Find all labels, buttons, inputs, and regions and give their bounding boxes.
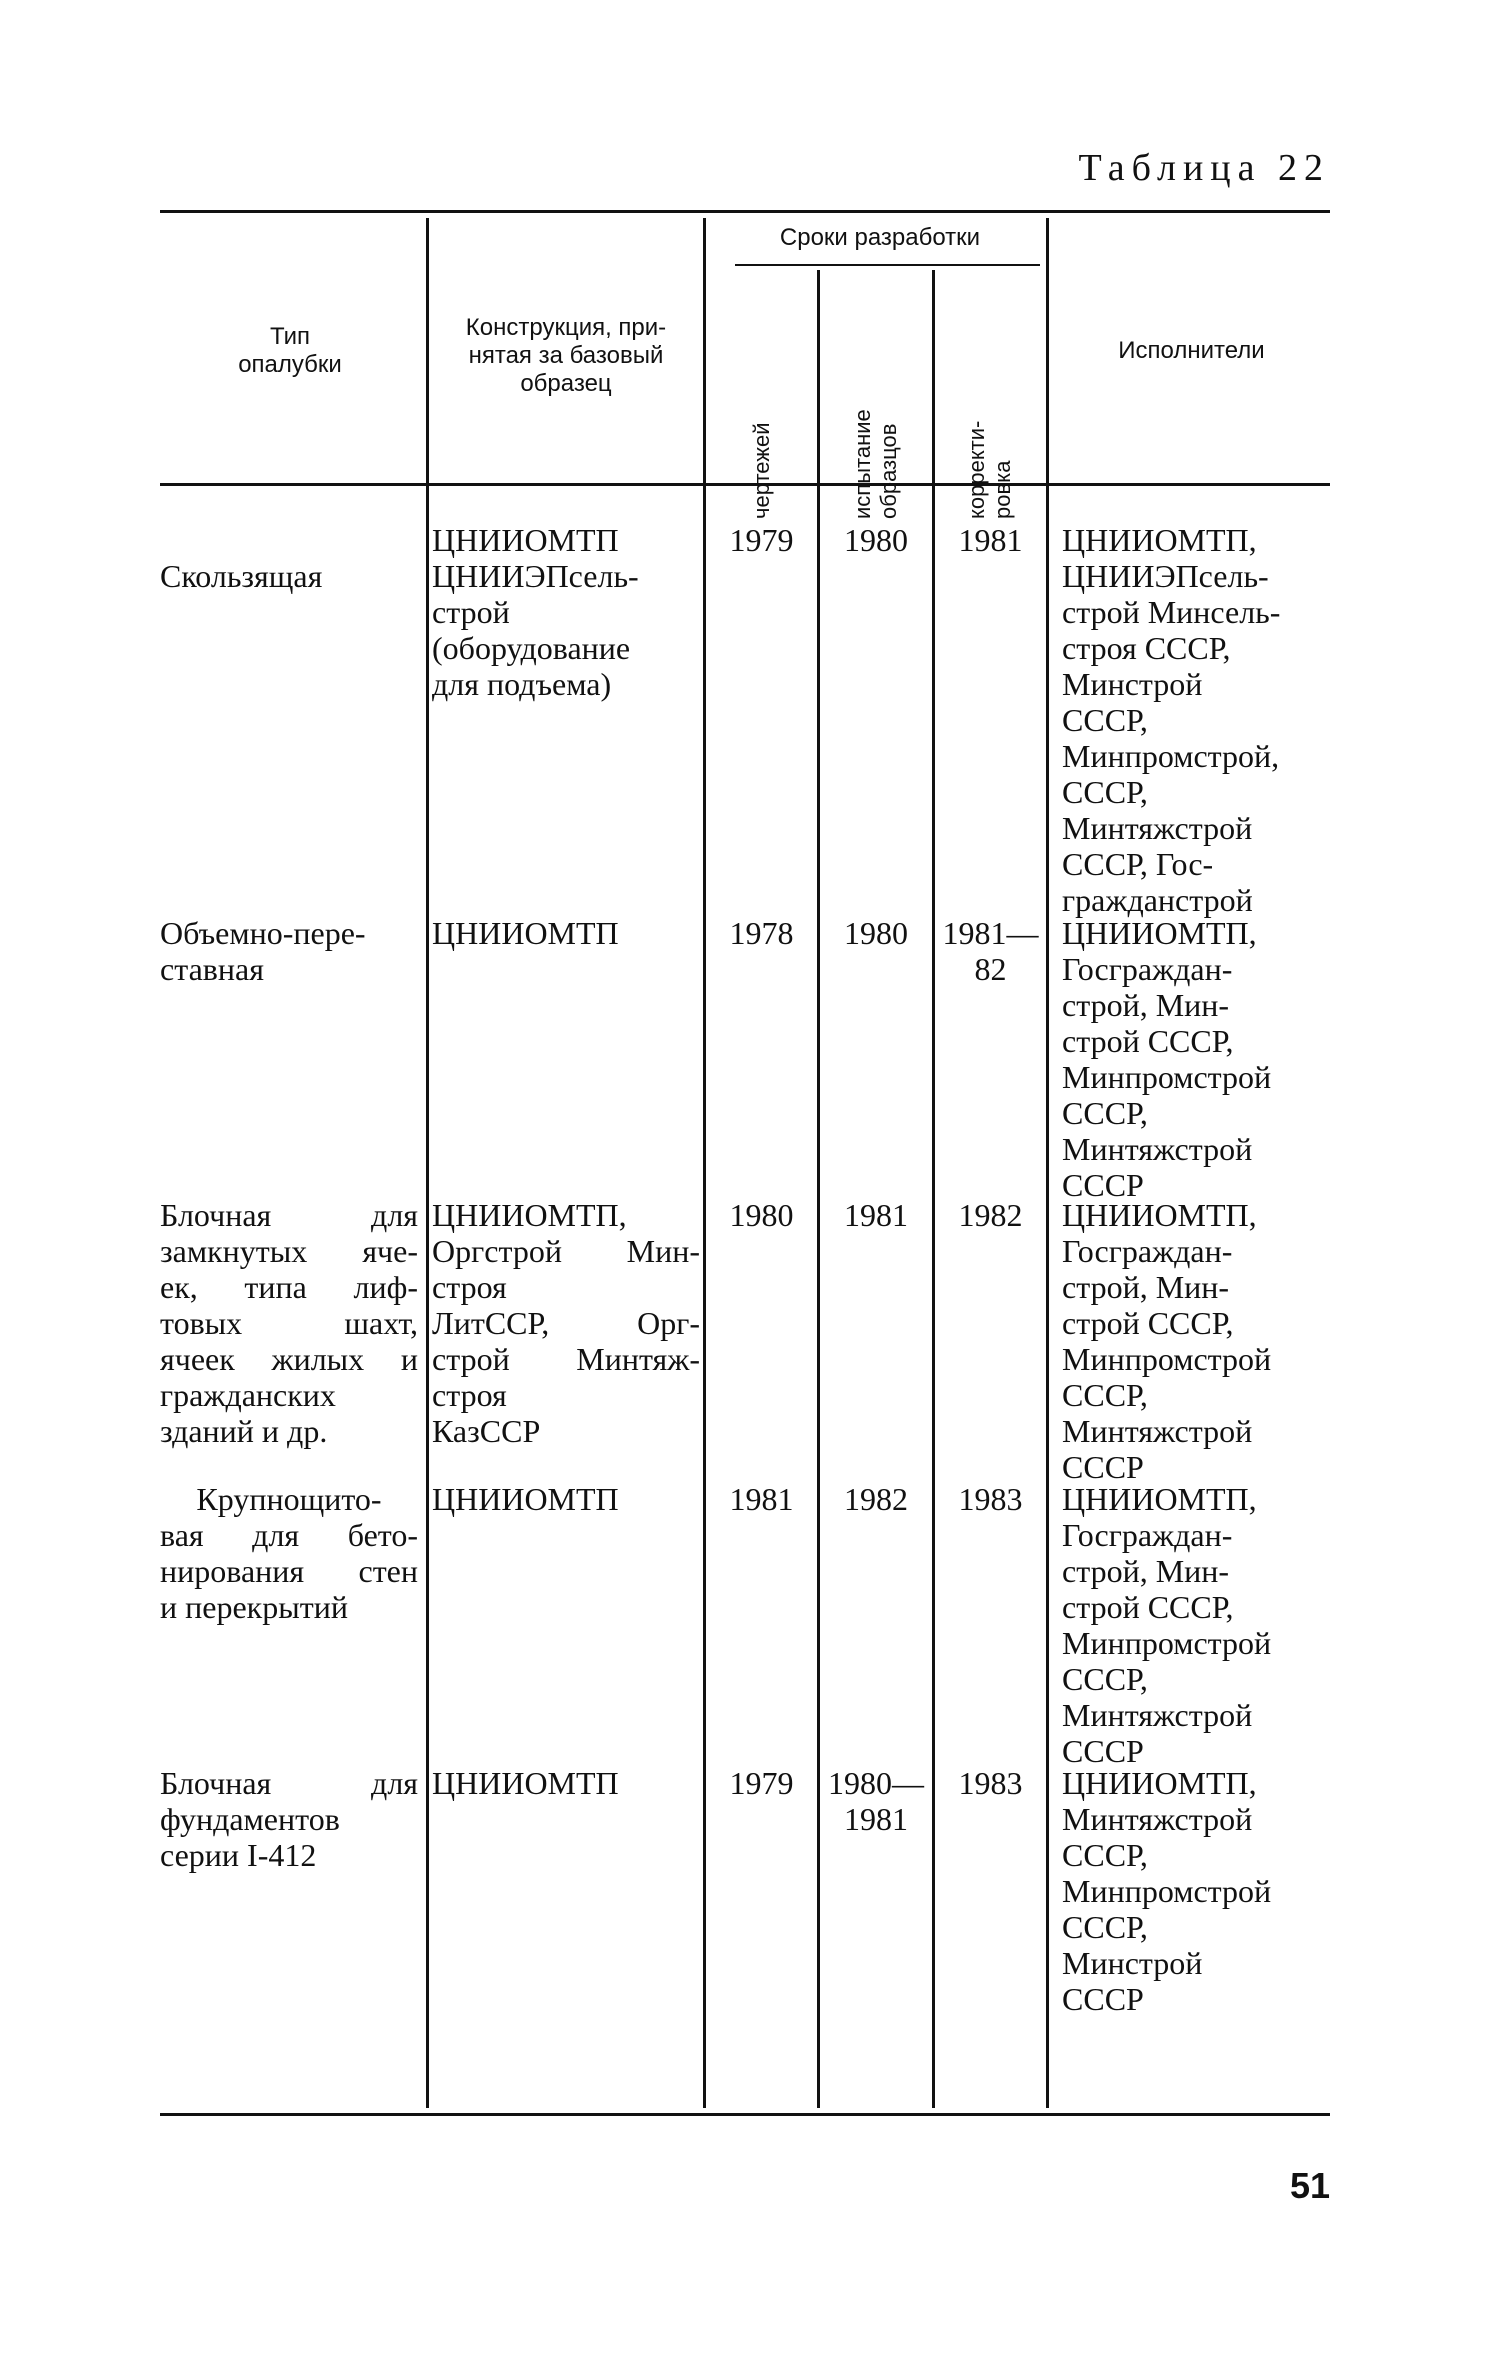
row-3-drawings: 1980 [729, 1197, 794, 1233]
header-testing [836, 229, 916, 519]
row-1-drawings: 1979 [729, 522, 794, 558]
row-5-drawings: 1979 [729, 1765, 794, 1801]
construction-line: ЦНИИОМТП [432, 1481, 619, 1517]
header-type: Тип опалубки [238, 323, 342, 378]
construction-line: для подъема) [432, 666, 612, 702]
row-1-executors [1062, 522, 1332, 918]
executor-line: ЦНИИОМТП, [1062, 1765, 1257, 1801]
executor-line: СССР [1062, 1167, 1144, 1203]
type-line: гражданских [160, 1377, 336, 1413]
executor-line: Минстрой [1062, 1945, 1203, 1981]
executor-line: Минпромстрой [1062, 1625, 1272, 1661]
construction-line: ЛитССР, Орг- [432, 1305, 700, 1341]
row-4-correction: 1983 [958, 1481, 1023, 1517]
type-line: серии I-412 [160, 1837, 317, 1873]
row-5-testing: 1980— 1981 [828, 1765, 924, 1837]
executor-line: Минстрой [1062, 666, 1203, 702]
executor-line: ЦНИИОМТП, [1062, 1197, 1257, 1233]
type-line: товых шахт, [160, 1305, 418, 1341]
row-2-drawings: 1978 [729, 915, 794, 951]
header-correction-text: корректи- ровка [964, 420, 1015, 519]
table-top-rule [160, 210, 1330, 213]
executor-line: Минпромстрой [1062, 1873, 1272, 1909]
type-line: и перекрытий [160, 1589, 348, 1625]
row-1-type-line: Скользящая [160, 558, 323, 594]
executor-line: Минтяжстрой [1062, 1413, 1253, 1449]
header-correction [950, 229, 1030, 519]
executor-line: строй СССР, [1062, 1023, 1234, 1059]
construction-line: строй [432, 594, 510, 630]
row-5-construction [432, 1765, 700, 1801]
executor-line: СССР, [1062, 1095, 1148, 1131]
construction-line: ЦНИИОМТП, [432, 1197, 627, 1233]
executor-line: ЦНИИОМТП, [1062, 1481, 1257, 1517]
executor-line: строй СССР, [1062, 1305, 1234, 1341]
type-line: ек, типа лиф- [160, 1269, 418, 1305]
type-line: Крупнощито- [196, 1481, 382, 1517]
construction-line: ЦНИИОМТП [432, 915, 619, 951]
executor-line: строй, Мин- [1062, 1553, 1230, 1589]
executor-line: Минпромстрой [1062, 1341, 1272, 1377]
page-number: 51 [1289, 2165, 1330, 2206]
type-line: нирования стен [160, 1553, 418, 1589]
executor-line: СССР [1062, 1981, 1144, 2017]
table-bottom-rule [160, 2113, 1330, 2116]
header-drawings [722, 229, 802, 519]
row-5-type [160, 1765, 418, 1873]
executor-line: СССР, [1062, 1909, 1148, 1945]
header-deadlines: Сроки разработки [779, 224, 981, 251]
row-4-drawings: 1981 [729, 1481, 794, 1517]
col-divider-construction [703, 218, 706, 2108]
executor-line: ЦНИИЭПсель- [1062, 558, 1269, 594]
executor-line: СССР, [1062, 1377, 1148, 1413]
type-line: зданий и др. [160, 1413, 328, 1449]
executor-line: ЦНИИОМТП, [1062, 915, 1257, 951]
executor-line: Минпромстрой [1062, 1059, 1272, 1095]
row-4-testing: 1982 [844, 1481, 908, 1517]
construction-line: строя [432, 1377, 507, 1413]
executor-line: гражданстрой [1062, 882, 1253, 918]
row-1-type [160, 522, 418, 594]
type-line: Блочная для [160, 1197, 418, 1233]
type-line: замкнутых яче- [160, 1233, 418, 1269]
construction-line: строй Минтяж- [432, 1341, 700, 1377]
construction-line: (оборудование [432, 630, 631, 666]
table-caption: Таблица 22 [1078, 147, 1330, 189]
executor-line: строй, Мин- [1062, 1269, 1230, 1305]
executor-line: Минтяжстрой [1062, 1131, 1253, 1167]
executor-line: Госграждан- [1062, 951, 1233, 987]
executor-line: строя СССР, [1062, 630, 1231, 666]
row-5-correction: 1983 [958, 1765, 1023, 1801]
type-line: ячеек жилых и [160, 1341, 418, 1377]
col-divider-correction [1046, 218, 1049, 2108]
header-executors: Исполнители [1118, 337, 1265, 364]
executor-line: СССР, Гос- [1062, 846, 1214, 882]
row-2-type [160, 915, 418, 987]
row-3-testing: 1981 [844, 1197, 908, 1233]
row-3-correction: 1982 [958, 1197, 1023, 1233]
row-2-testing: 1980 [844, 915, 908, 951]
executor-line: СССР, [1062, 774, 1148, 810]
row-3-executors [1062, 1197, 1332, 1485]
header-testing-text: испытание образцов [850, 409, 901, 519]
header-drawings-text: чертежей [749, 422, 774, 519]
executor-line: строй, Мин- [1062, 987, 1230, 1023]
executor-line: СССР, [1062, 1837, 1148, 1873]
executor-line: строй СССР, [1062, 1589, 1234, 1625]
row-1-correction: 1981 [958, 522, 1023, 558]
executor-line: Минтяжстрой [1062, 1801, 1253, 1837]
row-2-construction [432, 915, 700, 951]
type-line: ставная [160, 951, 264, 987]
row-4-construction [432, 1481, 700, 1517]
row-3-type [160, 1197, 418, 1449]
executor-line: СССР, [1062, 702, 1148, 738]
type-line: Объемно-пере- [160, 915, 366, 951]
executor-line: СССР [1062, 1449, 1144, 1485]
row-4-executors [1062, 1481, 1332, 1769]
construction-line: Оргстрой Мин- [432, 1233, 700, 1269]
executor-line: строй Минсель- [1062, 594, 1281, 630]
construction-line: ЦНИИЭПсель- [432, 558, 639, 594]
row-2-executors [1062, 915, 1332, 1203]
executor-line: СССР [1062, 1733, 1144, 1769]
col-divider-type [426, 218, 429, 2108]
executor-line: СССР, [1062, 1661, 1148, 1697]
executor-line: ЦНИИОМТП, [1062, 522, 1257, 558]
row-5-executors [1062, 1765, 1332, 2017]
construction-line: ЦНИИОМТП [432, 522, 619, 558]
executor-line: Госграждан- [1062, 1517, 1233, 1553]
construction-line: КазССР [432, 1413, 541, 1449]
row-1-testing: 1980 [844, 522, 908, 558]
executor-line: Минтяжстрой [1062, 810, 1253, 846]
row-3-construction [432, 1197, 700, 1449]
type-line: вая для бето- [160, 1517, 418, 1553]
type-line: Блочная для [160, 1765, 418, 1801]
executor-line: Минтяжстрой [1062, 1697, 1253, 1733]
executor-line: Минпромстрой, [1062, 738, 1280, 774]
row-4-type [160, 1481, 418, 1625]
header-construction: Конструкция, при- нятая за базовый образец [465, 314, 667, 397]
row-1-construction [432, 522, 700, 702]
type-line: фундаментов [160, 1801, 340, 1837]
executor-line: Госграждан- [1062, 1233, 1233, 1269]
construction-line: ЦНИИОМТП [432, 1765, 619, 1801]
row-2-correction: 1981— 82 [942, 915, 1039, 987]
construction-line: строя [432, 1269, 507, 1305]
